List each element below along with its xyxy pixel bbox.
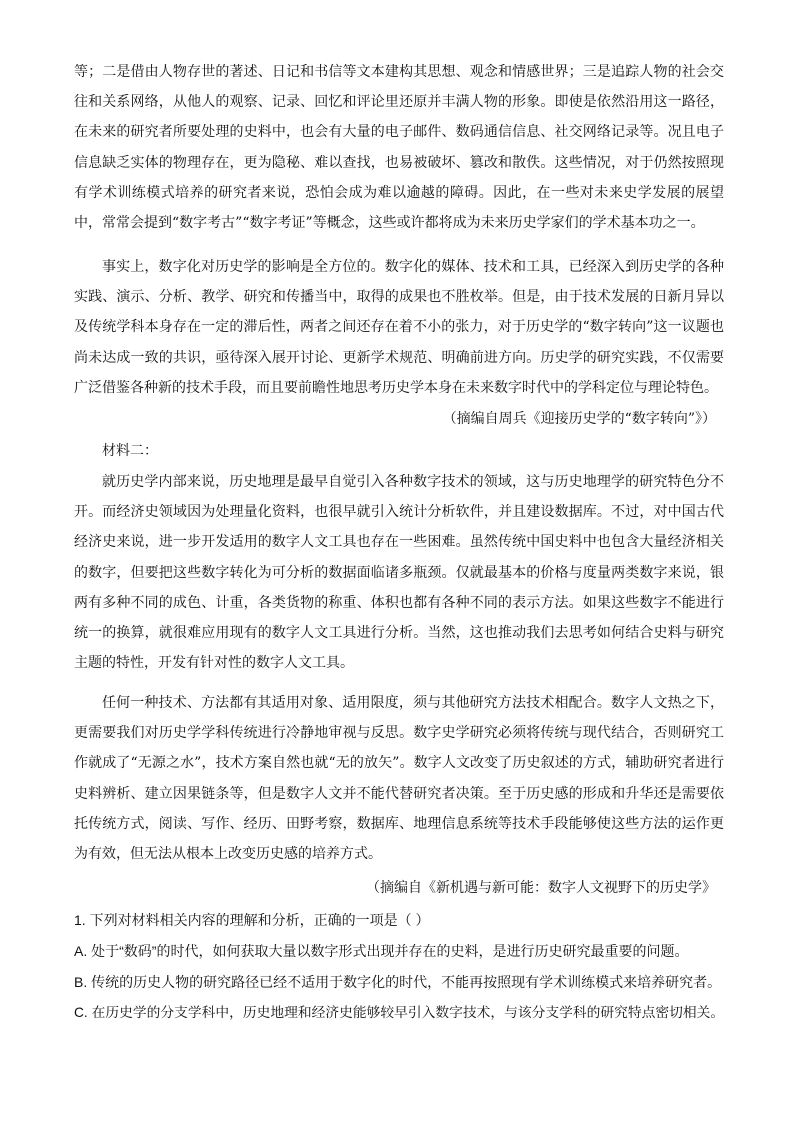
- option-a: A. 处于“数码”的时代，如何获取大量以数字形式出现并存在的史料，是进行历史研究最重要的问题。: [74, 943, 689, 959]
- material1-paragraph-2: 事实上，数字化对历史学的影响是全方位的。数字化的媒体、技术和工具，已经深入到历史学的各种实践、演示、分析、教学、研究和传播当中，取得的成果也不胜枚举。但是，由于技术发展的日新月异以及传统学科本身存在一定的滞后性，两者之间还存在着不小的张力，对于历史学的“数字转向”这一议题也尚未达成一致的共识，亟待深入展开讨论、更新学术规范、明确前进方向。历史学的研究实践，不仅需要广泛借鉴各种新的技术手段，而且要前瞻性地思考历史学本身在未来数字时代中的学科定位与理论特色。: [74, 259, 724, 396]
- material2-source: （摘编自《新机遇与新可能：数字人文视野下的历史学》: [366, 880, 716, 896]
- material2-label: 材料二：: [102, 443, 158, 459]
- material2-paragraph-1: 就历史学内部来说，历史地理是最早自觉引入各种数字技术的领域，这与历史地理学的研究特色分不开。而经济史领域因为处理量化资料，也很早就引入统计分析软件，并且建设数据库。不过，对中国古代经济史来说，进一步开发适用的数字人文工具也存在一些困难。虽然传统中国史料中也包含大量经济相关的数字，但要把这些数字转化为可分析的数据面临诸多瓶颈。仅就最基本的价格与度量两类数字来说，银两有多种不同的成色、计重，各类货物的称重、体积也都有各种不同的表示方法。如果这些数字不能进行统一的换算，就很难应用现有的数字人文工具进行分析。当然，这也推动我们去思考如何结合史料与研究主题的特性，开发有针对性的数字人文工具。: [74, 474, 724, 672]
- option-c: C. 在历史学的分支学科中，历史地理和经济史能够较早引入数字技术，与该分支学科的研究特点密切相关。: [74, 1005, 725, 1020]
- question-stem: 1. 下列对材料相关内容的理解和分析，正确的一项是（ ）: [74, 912, 430, 928]
- material1-source: （摘编自周兵《迎接历史学的“数字转向”》）: [442, 411, 716, 427]
- option-b: B. 传统的历史人物的研究路径已经不适用于数字化的时代，不能再按照现有学术训练模式来培养研究者。: [74, 974, 722, 990]
- material1-paragraph-1: 等；二是借由人物存世的著述、日记和书信等文本建构其思想、观念和情感世界；三是追踪人物的社会交往和关系网络，从他人的观察、记录、回忆和评论里还原并丰满人物的形象。即使是依然沿用这一路径，在未来的研究者所要处理的史料中，也会有大量的电子邮件、数码通信信息、社交网络记录等。况且电子信息缺乏实体的物理存在，更为隐秘、难以查找，也易被破坏、篡改和散佚。这些情况，对于仍然按照现有学术训练模式培养的研究者来说，恐怕会成为难以逾越的障碍。因此，在一些对未来史学发展的展望中，常常会提到“数字考古”“数字考证”等概念，这些或许都将成为未来历史学家们的学术基本功之一。: [74, 64, 724, 232]
- material2-paragraph-2: 任何一种技术、方法都有其适用对象、适用限度，须与其他研究方法技术相配合。数字人文热之下，更需要我们对历史学学科传统进行冷静地审视与反思。数字史学研究必须将传统与现代结合，否则研究工作就成了“无源之水”，技术方案自然也就“无的放矢”。数字人文改变了历史叙述的方式，辅助研究者进行史料辨析、建立因果链条等，但是数字人文并不能代替研究者决策。至于历史感的形成和升华还是需要依托传统方式，阅读、写作、经历、田野考察，数据库、地理信息系统等技术手段能够使这些方法的运作更为有效，但无法从根本上改变历史感的培养方式。: [74, 695, 724, 863]
